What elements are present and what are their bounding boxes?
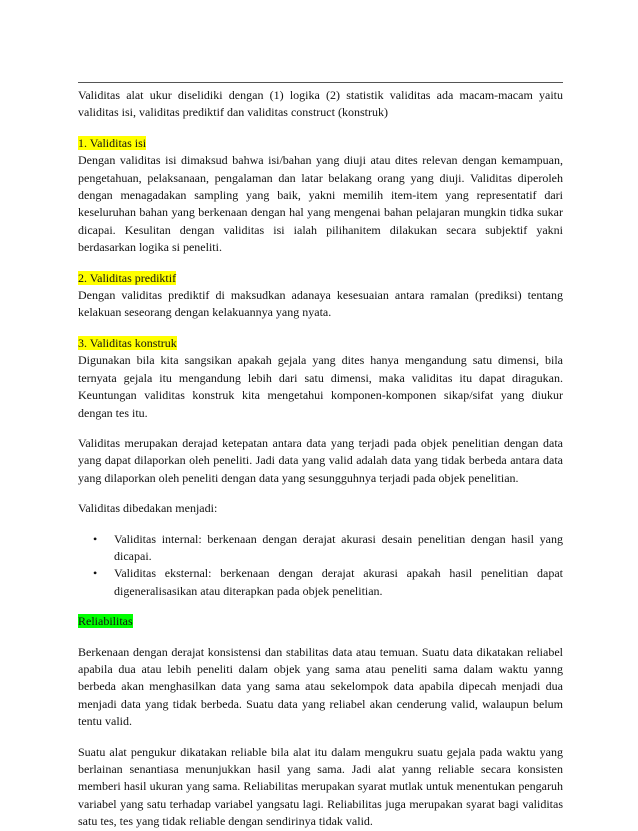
section-2-heading-text: 2. Validitas prediktif [78, 270, 177, 285]
section-2-heading [78, 270, 563, 287]
section-3-text: Digunakan bila kita sangsikan apakah gejala yang dites hanya mengandung satu dimensi, bila ternyata gejala itu mengandung lebih dari satu dimensi, maka validitas itu dapat diragukan. Keuntungan validitas konstruk kita mengetahui komponen-komponen sikap/sifat yang diukur dengan tes itu. [78, 353, 563, 420]
reliabilitas-paragraph-1: Berkenaan dengan derajat konsistensi dan stabilitas data atau temuan. Suatu data dikatakan reliabel apabila dua atau lebih peneliti dalam objek yang sama atau peneliti sama dalam waktu yanng berbeda akan menghasilkan data yang sama atau sekelompok data apabila dipecah menjadi dua menjadi data yang tidak berbeda. Suatu data yang reliabel akan cenderung valid, walaupun belum tentu valid. [78, 644, 563, 729]
section-2-text: Dengan validitas prediktif di maksudkan adanaya kesesuaian antara ramalan (prediksi) tentang kelakuan seseorang dengan kelakuannya yang nyata. [78, 288, 563, 320]
reliabilitas-heading [78, 613, 563, 630]
validitas-paragraph: Validitas merupakan derajad ketepatan antara data yang terjadi pada objek penelitian dengan data yang dapat dilaporkan oleh peneliti. Jadi data yang valid adalah data yang tidak berbeda antara data yang dilaporkan oleh peneliti dengan data yang sesungguhnya terjadi pada objek penelitian. [78, 435, 563, 485]
dibedakan-intro: Validitas dibedakan menjadi: [78, 501, 218, 516]
section-1-text: Dengan validitas isi dimaksud bahwa isi/bahan yang diuji atau dites relevan dengan kemampuan, pengetahuan, pelaksanaan, pengalaman dan latar belakang orang yang diuji. Validitas diperoleh dengan menagadakan sampling yang baik, yakni memilih item-item yang representatif dari keseluruhan bahan yang berkenaan dengan hal yang mengenai bahan pelajaran mungkin tidka sukar dicapai. Kesulitan dengan validitas isi ialah pilihanitem dilakukan secara subjektif yakni berdasarkan logika si peneliti. [78, 153, 563, 255]
bullet-item-internal: • Validitas internal: berkenaan dengan derajat akurasi desain penelitian dengan hasil yang dicapai. [114, 531, 563, 566]
section-3-heading-text: 3. Validitas konstruk [78, 335, 177, 350]
section-1-heading [78, 135, 563, 152]
reliabilitas-heading-text: Reliabilitas [78, 614, 133, 629]
intro-paragraph: Validitas alat ukur diselidiki dengan (1) logika (2) statistik validitas ada macam-macam yaitu validitas isi, validitas prediktif dan validitas construct (konstruk) [78, 88, 563, 120]
validitas-bullet-list [78, 531, 563, 601]
section-3-heading [78, 335, 563, 352]
top-rule [78, 82, 563, 83]
section-1-heading-text: 1. Validitas isi [78, 135, 147, 150]
reliabilitas-paragraph-2: Suatu alat pengukur dikatakan reliable bila alat itu dalam mengukru suatu gejala pada waktu yang berlainan senantiasa menunjukkan hasil yang sama. Jadi alat yanng reliable secara konsisten memberi hasil ukuran yang sama. Reliabilitas merupakan syarat mutlak untuk menentukan pengaruh variabel yang satu terhadap variabel yangsatu lagi. Reliabilitas juga merupakan syarat bagi validitas satu tes, tes yang tidak reliable dengan sendirinya tidak valid. [78, 744, 563, 829]
bullet-item-eksternal: • Validitas eksternal: berkenaan dengan derajat akurasi apakah hasil penelitian dapat digeneralisasikan atau diterapkan pada objek penelitian. [114, 565, 563, 600]
